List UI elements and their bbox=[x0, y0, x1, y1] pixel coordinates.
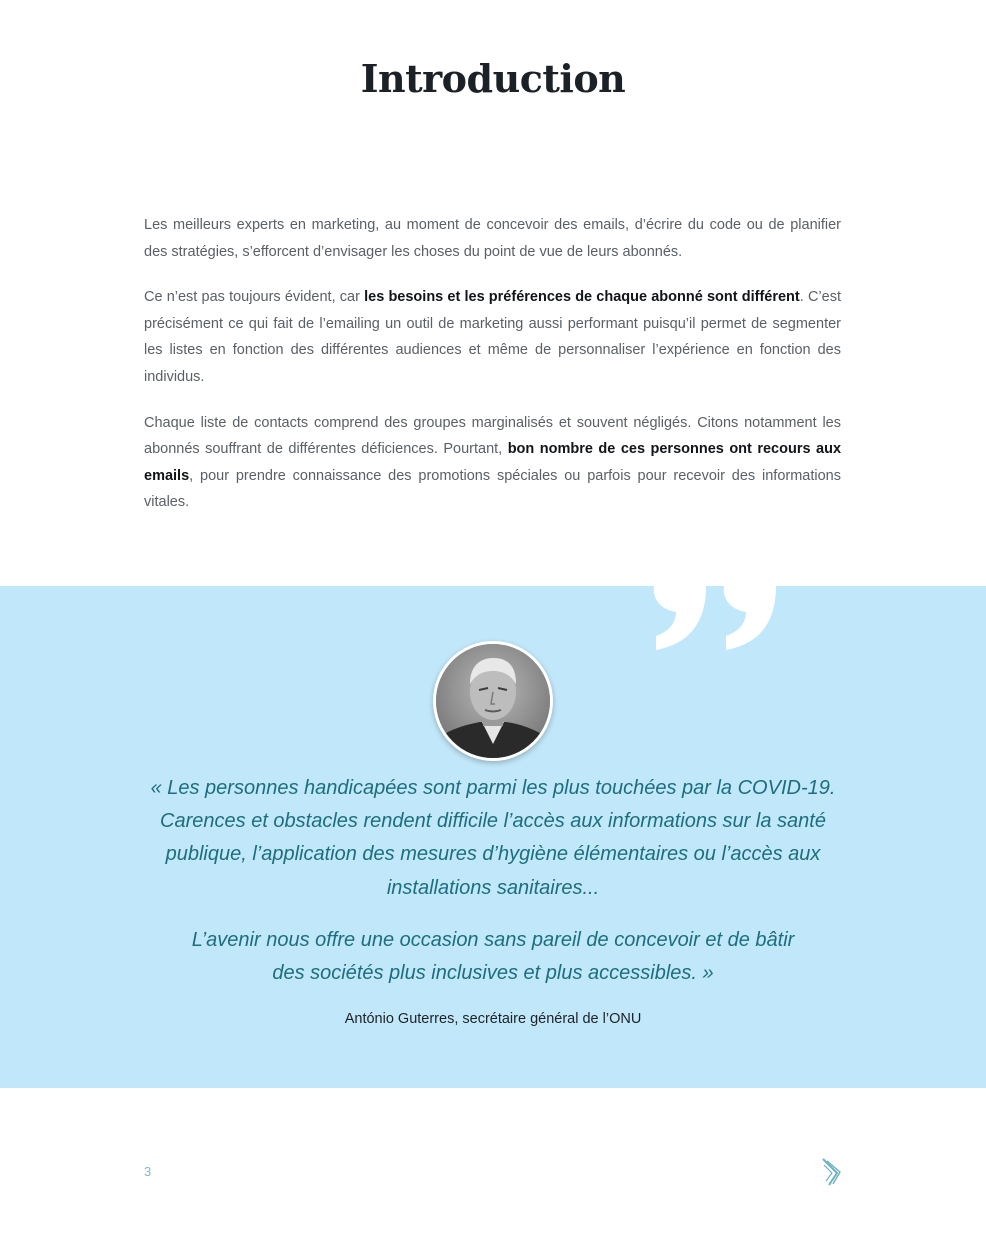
intro-section bbox=[144, 212, 841, 535]
quote-line: publique, l’application des mesures d’hygiène élémentaires ou l’accès aux bbox=[165, 843, 821, 866]
quote-line: « Les personnes handicapées sont parmi les plus touchées par la COVID-19. bbox=[150, 777, 836, 799]
intro-p2-text-start: Ce n’est pas toujours évident, car bbox=[144, 289, 365, 306]
quote-line: L’avenir nous offre une occasion sans pareil de concevoir et de bâtir bbox=[191, 928, 795, 951]
portrait-photo bbox=[433, 641, 553, 761]
closing-quote-icon bbox=[648, 586, 778, 652]
intro-p2-text-end: . C’est précisément ce qui fait de l’emailing un outil de marketing aussi performant puisqu’il permet de segmenter les listes en fonction des différentes audiences et même de personnaliser l’expérience en fonction des individus. bbox=[144, 289, 841, 385]
intro-p3-text-end: , pour prendre connaissance des promotions spéciales ou parfois pour recevoir des informations vitales. bbox=[144, 467, 841, 511]
intro-p2-emphasis: les besoins et les préférences de chaque abonné sont différent bbox=[364, 289, 800, 306]
intro-paragraph-1: Les meilleurs experts en marketing, au moment de concevoir des emails, d’écrire du code ou de planifier des stratégies, s’efforcent d’envisager les choses du point de vue de leurs abonnés. bbox=[144, 217, 841, 260]
quote-band bbox=[0, 586, 986, 1088]
quote-line: Carences et obstacles rendent difficile l’accès aux informations sur la santé bbox=[160, 810, 826, 833]
quote-line: installations sanitaires... bbox=[386, 876, 600, 899]
quote-text bbox=[140, 772, 846, 1009]
page-title: Introduction bbox=[360, 56, 626, 101]
page-number: 3 bbox=[144, 1164, 152, 1179]
intro-paragraph-3 bbox=[144, 410, 841, 516]
intro-p3-text-start: Chaque liste de contacts comprend des groupes marginalisés et souvent négligés. Citons notamment les abonnés souffrant de différentes déficiences. Pourtant, bbox=[144, 414, 841, 458]
intro-p3-emphasis: bon nombre de ces personnes ont recours aux emails bbox=[144, 441, 842, 484]
brand-logo-icon bbox=[820, 1157, 844, 1187]
intro-paragraph-2 bbox=[144, 284, 841, 390]
quote-line: des sociétés plus inclusives et plus accessibles. » bbox=[272, 962, 714, 985]
quote-paragraph-1 bbox=[140, 772, 846, 905]
quote-paragraph-2 bbox=[140, 924, 846, 990]
quote-author: António Guterres, secrétaire général de l’ONU bbox=[344, 1011, 642, 1027]
